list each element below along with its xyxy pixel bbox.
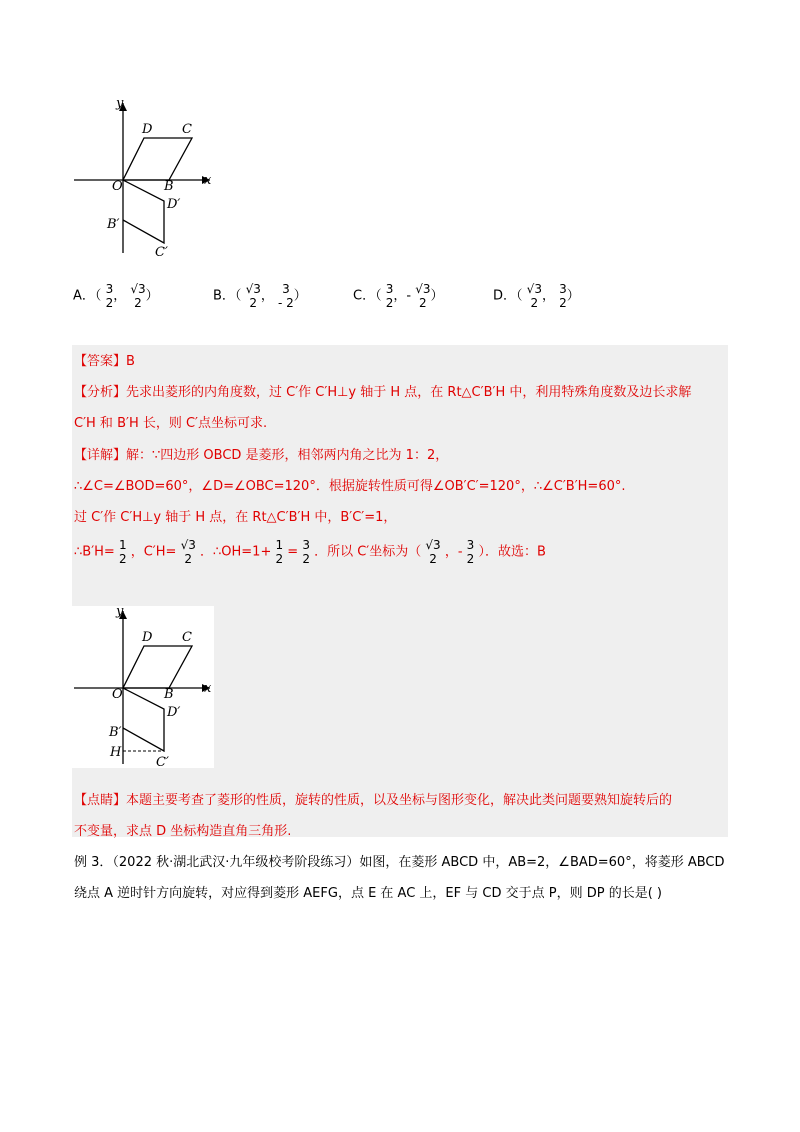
fraction: √3 2 bbox=[415, 282, 431, 310]
comment-line-1: 【点睛】本题主要考查了菱形的性质，旋转的性质，以及坐标与图形变化，解决此类问题要熟知旋转后的 bbox=[74, 793, 673, 808]
point-c-prime-label: C′ bbox=[156, 755, 169, 768]
point-b-prime-label: B′ bbox=[107, 217, 120, 232]
fraction-sqrt3-half: √3 2 bbox=[425, 538, 441, 566]
rhombus-figure-top bbox=[72, 98, 222, 258]
point-o-label: O bbox=[112, 179, 123, 194]
option-a[interactable]: A．（ 3 2 ， √3 2 ） bbox=[73, 282, 159, 310]
detail-line-2: ∴∠C=∠BOD=60°，∠D=∠OBC=120°．根据旋转性质可得∠OB′C′=120°，∴∠C′B′H=60°. bbox=[74, 479, 626, 494]
fraction: 3 - 2 bbox=[278, 282, 294, 310]
point-d-label: D bbox=[142, 630, 153, 645]
detail-line-1: 【详解】解：∵四边形 OBCD 是菱形，相邻两内角之比为 1：2， bbox=[74, 448, 449, 463]
x-axis-label: x bbox=[204, 681, 212, 696]
point-c-prime-label: C′ bbox=[155, 245, 168, 258]
point-b-label: B bbox=[164, 179, 174, 194]
option-c[interactable]: C．（ 3 2 ，- √3 2 ） bbox=[353, 282, 444, 310]
detail-line-3: 过 C′作 C′H⊥y 轴于 H 点，在 Rt△C′B′H 中，B′C′=1， bbox=[74, 510, 397, 525]
analysis-line-2: C′H 和 B′H 长，则 C′点坐标可求. bbox=[74, 416, 268, 431]
fraction: √3 2 bbox=[245, 282, 261, 310]
fraction-three-halves: 3 2 bbox=[466, 538, 475, 566]
point-d-prime-label: D′ bbox=[167, 705, 181, 720]
point-d-prime-label: D′ bbox=[167, 197, 181, 212]
rhombus-figure-with-h bbox=[72, 606, 214, 768]
point-d-label: D bbox=[142, 122, 153, 137]
y-axis-label: y bbox=[116, 98, 124, 111]
fraction: √3 2 bbox=[130, 282, 146, 310]
x-axis-label: x bbox=[204, 173, 212, 188]
point-b-prime-label: B′ bbox=[109, 725, 122, 740]
fraction: 3 2 bbox=[105, 282, 114, 310]
y-axis-label: y bbox=[116, 606, 124, 619]
fraction-half: 1 2 bbox=[118, 538, 127, 566]
fraction: 3 2 bbox=[559, 282, 567, 310]
comment-line-2: 不变量，求点 D 坐标构造直角三角形. bbox=[74, 824, 292, 839]
example-3-line-2: 绕点 A 逆时针方向旋转，对应得到菱形 AEFG，点 E 在 AC 上，EF 与 CD 交于点 P，则 DP 的长是( ) bbox=[74, 886, 662, 901]
example-3-line-1: 例 3．（2022 秋·湖北武汉·九年级校考阶段练习）如图，在菱形 ABCD 中，AB=2，∠BAD=60°，将菱形 ABCD bbox=[74, 855, 725, 870]
point-c-label: C bbox=[182, 122, 192, 137]
option-d[interactable]: D．（ √3 2 ， 3 2 ） bbox=[493, 282, 580, 310]
point-b-label: B bbox=[164, 687, 174, 702]
point-h-label: H bbox=[110, 745, 122, 760]
option-b[interactable]: B．（ √3 2 ， 3 - 2 ） bbox=[213, 282, 307, 310]
fraction: 3 2 bbox=[385, 282, 394, 310]
fraction: √3 2 bbox=[526, 282, 542, 310]
fraction-three-halves: 3 2 bbox=[302, 538, 310, 566]
fraction-half: 1 2 bbox=[275, 538, 284, 566]
answer-line: 【答案】B bbox=[74, 354, 135, 369]
point-o-label: O bbox=[112, 687, 123, 702]
detail-line-4: ∴B′H= 1 2 ，C′H= √3 2 ．∴OH=1+ 1 2 = 3 2 ．所以 C′坐标为（ √3 2 ，- 3 2 ）．故选：B bbox=[74, 538, 546, 566]
fraction-sqrt3-half: √3 2 bbox=[180, 538, 196, 566]
analysis-line-1: 【分析】先求出菱形的内角度数，过 C′作 C′H⊥y 轴于 H 点，在 Rt△C′B′H 中，利用特殊角度数及边长求解 bbox=[74, 385, 692, 400]
point-c-label: C bbox=[182, 630, 192, 645]
